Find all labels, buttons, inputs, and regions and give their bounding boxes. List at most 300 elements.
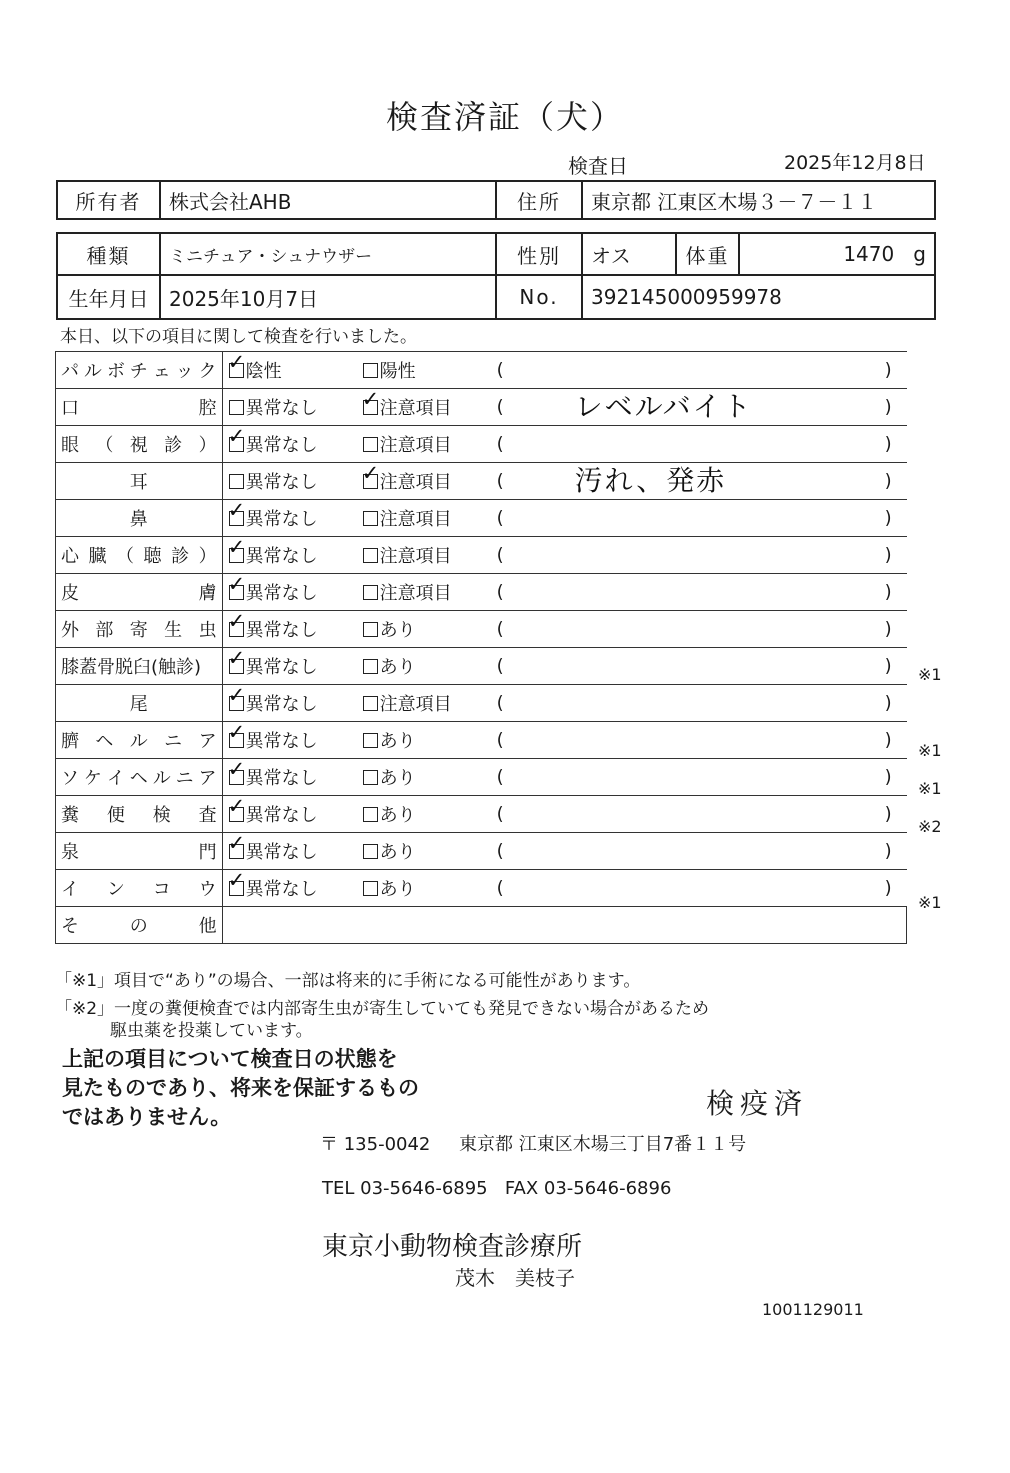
comment-paren-open: (	[496, 359, 504, 381]
option-abnormal[interactable]	[361, 462, 452, 494]
option-normal[interactable]	[227, 758, 318, 790]
exam-item-label-char: 診	[171, 546, 190, 567]
doctor-name: 茂木 美枝子	[455, 1266, 575, 1290]
exam-item-label-char: チ	[129, 361, 148, 382]
comment-paren-close: )	[884, 544, 892, 566]
disclaimer	[62, 1045, 419, 1132]
exam-item-label-char: 外	[61, 620, 79, 641]
exam-row	[56, 870, 907, 907]
exam-item-label	[56, 796, 223, 833]
checkbox[interactable]	[229, 400, 244, 415]
exam-item-label-char: ア	[198, 731, 217, 752]
checkbox[interactable]	[361, 388, 380, 415]
exam-item-label-char: 他	[198, 916, 217, 937]
exam-item-label-char: 皮	[61, 583, 79, 604]
exam-item-label-text	[61, 357, 217, 383]
checkmark-icon: ✓	[227, 795, 246, 818]
exam-item-label-char: 腔	[198, 398, 217, 419]
option-normal[interactable]	[227, 610, 318, 642]
option-abnormal[interactable]	[363, 764, 416, 790]
row-note: ※1	[918, 665, 942, 685]
exam-item-label-char: ル	[83, 361, 102, 382]
exam-row	[56, 426, 907, 463]
exam-item-label-char: 視	[129, 435, 148, 456]
option-abnormal[interactable]	[363, 690, 452, 716]
option-label: 異常なし	[245, 694, 318, 715]
exam-item-label-text	[61, 653, 217, 679]
address-label: 住所	[496, 181, 582, 219]
option-normal[interactable]	[227, 832, 318, 864]
option-normal[interactable]	[227, 869, 318, 901]
checkbox[interactable]	[227, 832, 246, 859]
checkbox[interactable]	[227, 684, 246, 711]
option-label: 注意項目	[379, 472, 452, 493]
exam-row-other	[56, 907, 907, 944]
exam-item-label-char: （	[95, 435, 114, 456]
comment-paren-open: (	[496, 803, 504, 825]
comment-paren-open: (	[496, 729, 504, 751]
checkbox[interactable]	[363, 696, 378, 711]
exam-item-label	[56, 648, 223, 685]
exam-item-label	[56, 500, 223, 537]
exam-item-label-char: 膚	[198, 583, 217, 604]
exam-item-label-char: ル	[152, 768, 171, 789]
address-value: 東京都 江東区木場３－７－１１	[582, 181, 935, 219]
exam-item-label-char: 門	[198, 842, 217, 863]
checkmark-icon: ✓	[227, 499, 246, 522]
checkbox[interactable]	[363, 807, 378, 822]
exam-item-label-text	[61, 727, 217, 753]
exam-item-label-text	[61, 431, 217, 457]
checkbox[interactable]	[227, 351, 246, 378]
checkbox[interactable]	[363, 622, 378, 637]
option-abnormal[interactable]	[363, 431, 452, 457]
document-title: 検査済証（犬）	[385, 98, 624, 136]
exam-item-label-char: 糞	[61, 805, 79, 826]
exam-item-label-char: ボ	[106, 361, 125, 382]
checkmark-icon: ✓	[227, 647, 246, 670]
exam-row	[56, 537, 907, 574]
disclaimer-line1: 上記の項目について検査日の状態を	[62, 1047, 398, 1071]
checkbox[interactable]	[229, 474, 244, 489]
exam-row	[56, 759, 907, 796]
comment-paren-open: (	[496, 692, 504, 714]
option-normal[interactable]	[227, 721, 318, 753]
exam-item-label-char: 臍	[61, 731, 79, 752]
comment-paren-close: )	[884, 877, 892, 899]
checkmark-icon: ✓	[227, 573, 246, 596]
footnote-1: 「※1」項目で“あり”の場合、一部は将来的に手術になる可能性があります。	[55, 971, 641, 991]
exam-item-label-char: ェ	[152, 361, 171, 382]
checkbox[interactable]	[227, 795, 246, 822]
comment-paren-close: )	[884, 618, 892, 640]
handwritten-comment: レベルバイト	[574, 390, 753, 423]
option-label: 注意項目	[379, 509, 452, 530]
exam-item-label-char: そ	[61, 916, 79, 937]
owner-value: 株式会社AHB	[160, 181, 496, 219]
comment-paren-close: )	[884, 766, 892, 788]
option-abnormal[interactable]	[363, 542, 452, 568]
checkbox[interactable]	[363, 548, 378, 563]
checkmark-icon: ✓	[227, 721, 246, 744]
exam-item-label-char: 寄	[129, 620, 148, 641]
option-label: 異常なし	[245, 731, 318, 752]
exam-row	[56, 796, 907, 833]
exam-item-label-char: 生	[164, 620, 183, 641]
exam-item-label-text	[61, 394, 217, 420]
option-normal[interactable]	[229, 468, 318, 494]
option-normal[interactable]	[227, 425, 318, 457]
exam-row	[56, 722, 907, 759]
exam-item-label-text	[61, 838, 217, 864]
exam-item-label-chars: 膝蓋骨脱臼(触診)	[61, 657, 202, 678]
checkbox[interactable]	[363, 844, 378, 859]
exam-item-label-char: イ	[61, 879, 79, 900]
exam-item-label-char: パ	[61, 361, 79, 382]
option-label: 異常なし	[245, 435, 318, 456]
exam-item-label-char: ヘ	[129, 768, 148, 789]
exam-item-label-char: ル	[129, 731, 148, 752]
exam-options	[222, 426, 906, 463]
exam-options	[222, 463, 906, 500]
row-note: ※1	[918, 778, 942, 798]
exam-options	[222, 389, 906, 426]
exam-item-label-char: 眼	[61, 435, 79, 456]
exam-item-label-char: 臓	[88, 546, 107, 567]
exam-row	[56, 352, 907, 389]
row-note: ※1	[918, 741, 942, 760]
handwritten-comment: 汚れ、発赤	[574, 464, 727, 497]
exam-item-label-char: 診	[164, 435, 183, 456]
exam-options	[222, 574, 906, 611]
no-label: No.	[496, 275, 582, 319]
exam-item-label-char: コ	[152, 879, 171, 900]
option-normal[interactable]	[227, 536, 318, 568]
exam-item-label-char: イ	[106, 768, 125, 789]
clinic-fax: FAX 03-5646-6896	[504, 1178, 672, 1199]
checkbox[interactable]	[227, 721, 246, 748]
exam-row	[56, 648, 907, 685]
option-abnormal[interactable]	[363, 579, 452, 605]
exam-table	[55, 351, 907, 944]
exam-options	[222, 870, 906, 907]
postal-code: 〒 135-0042	[320, 1134, 431, 1155]
exam-options	[222, 759, 906, 796]
exam-item-label-char: ウ	[198, 879, 217, 900]
comment-paren-close: )	[884, 655, 892, 677]
exam-item-label-char: 口	[61, 398, 79, 419]
checkbox[interactable]	[363, 659, 378, 674]
exam-item-label-char: ケ	[83, 768, 102, 789]
comment-paren-close: )	[884, 507, 892, 529]
comment-paren-open: (	[496, 507, 504, 529]
option-label: 注意項目	[379, 398, 452, 419]
exam-item-label-text	[61, 579, 217, 605]
weight-label: 体重	[676, 233, 739, 275]
comment-paren-open: (	[496, 766, 504, 788]
option-label: 陽性	[379, 361, 416, 382]
option-label: あり	[379, 768, 416, 789]
option-label: 異常なし	[245, 805, 318, 826]
exam-item-label	[56, 352, 223, 389]
owner-label: 所有者	[57, 181, 160, 219]
comment-paren-close: )	[884, 359, 892, 381]
option-normal[interactable]	[227, 647, 318, 679]
checkbox[interactable]	[227, 869, 246, 896]
exam-item-label	[56, 907, 223, 944]
option-label: あり	[379, 731, 416, 752]
option-label: あり	[379, 842, 416, 863]
option-abnormal[interactable]	[363, 653, 416, 679]
exam-item-label	[56, 389, 223, 426]
option-normal[interactable]	[227, 499, 318, 531]
option-label: あり	[379, 805, 416, 826]
exam-item-label-text	[61, 801, 217, 827]
exam-options	[222, 648, 906, 685]
row-note: ※2	[918, 816, 942, 836]
sex-value: オス	[582, 233, 676, 275]
option-label: 異常なし	[245, 620, 318, 641]
checkbox[interactable]	[227, 425, 246, 452]
exam-options	[222, 352, 906, 389]
exam-item-label	[56, 722, 223, 759]
comment-paren-close: )	[884, 692, 892, 714]
checkbox[interactable]	[227, 758, 246, 785]
option-label: 異常なし	[245, 546, 318, 567]
exam-date-label: 検査日	[568, 154, 628, 178]
type-label: 種類	[57, 233, 160, 275]
option-abnormal[interactable]	[361, 388, 452, 420]
comment-paren-close: )	[884, 729, 892, 751]
option-normal[interactable]	[229, 394, 318, 420]
sex-label: 性別	[496, 233, 582, 275]
exam-item-label-char: ヘ	[95, 731, 114, 752]
comment-paren-close: )	[884, 433, 892, 455]
checkbox[interactable]	[363, 437, 378, 452]
weight-value: 1470	[843, 242, 895, 266]
disclaimer-line2: 見たものであり、将来を保証するもの	[62, 1076, 419, 1100]
exam-item-label-char: 査	[198, 805, 217, 826]
exam-row	[56, 833, 907, 870]
option-normal[interactable]	[227, 684, 318, 716]
exam-item-label-char: 部	[95, 620, 114, 641]
birth-value: 2025年10月7日	[160, 275, 496, 319]
exam-options	[222, 537, 906, 574]
clinic-contact-line	[322, 1178, 671, 1199]
exam-options	[222, 611, 906, 648]
checkmark-icon: ✓	[227, 425, 246, 448]
clinic-address-line	[320, 1130, 746, 1156]
comment-paren-open: (	[496, 544, 504, 566]
exam-item-label	[56, 537, 223, 574]
exam-item-label-chars: 尾	[129, 694, 148, 715]
exam-item-label	[56, 426, 223, 463]
quarantine-stamp: 検疫済	[706, 1087, 809, 1120]
clinic-name: 東京小動物検査診療所	[322, 1232, 583, 1262]
exam-item-label-char: （	[116, 546, 135, 567]
comment-paren-close: )	[884, 396, 892, 418]
exam-item-label-char: 泉	[61, 842, 79, 863]
option-label: 異常なし	[245, 583, 318, 604]
footnote-2-line1: 「※2」一度の糞便検査では内部寄生虫が寄生していても発見できない場合があるため	[55, 999, 710, 1019]
option-label: 異常なし	[245, 398, 318, 419]
checkbox[interactable]	[363, 363, 378, 378]
exam-item-label-char: 便	[106, 805, 125, 826]
checkbox[interactable]	[227, 536, 246, 563]
checkbox[interactable]	[363, 881, 378, 896]
exam-item-label-char: ク	[198, 361, 217, 382]
other-notes-field[interactable]	[222, 907, 906, 944]
exam-item-label-char: ン	[106, 879, 125, 900]
comment-paren-close: )	[884, 581, 892, 603]
exam-options	[222, 833, 906, 870]
option-normal[interactable]	[227, 351, 282, 383]
option-abnormal[interactable]	[363, 727, 416, 753]
exam-item-label-char: の	[129, 916, 148, 937]
exam-item-label-char: ッ	[175, 361, 194, 382]
comment-paren-close: )	[884, 803, 892, 825]
option-label: 異常なし	[245, 472, 318, 493]
exam-item-label	[56, 870, 223, 907]
comment-paren-open: (	[496, 433, 504, 455]
comment-paren-open: (	[496, 618, 504, 640]
comment-paren-open: (	[496, 581, 504, 603]
checkbox[interactable]	[227, 647, 246, 674]
exam-item-label-text	[61, 616, 217, 642]
checkbox[interactable]	[363, 770, 378, 785]
exam-item-label	[56, 463, 223, 500]
checkmark-icon: ✓	[361, 462, 380, 485]
exam-item-label-text	[61, 690, 217, 716]
birth-label: 生年月日	[57, 275, 160, 319]
exam-item-label	[56, 685, 223, 722]
comment-paren-open: (	[496, 877, 504, 899]
exam-item-label-text	[61, 764, 217, 790]
exam-item-label-char: ニ	[164, 731, 183, 752]
intro-text: 本日、以下の項目に関して検査を行いました。	[60, 327, 417, 347]
no-value: 392145000959978	[582, 275, 935, 319]
exam-row	[56, 574, 907, 611]
exam-item-label-char: ニ	[175, 768, 194, 789]
comment-paren-open: (	[496, 840, 504, 862]
exam-item-label-chars: 耳	[129, 472, 148, 493]
checkbox[interactable]	[363, 511, 378, 526]
exam-item-label	[56, 833, 223, 870]
animal-table	[56, 232, 936, 320]
exam-item-label-char: 心	[61, 546, 79, 567]
option-label: 注意項目	[379, 694, 452, 715]
exam-item-label-chars: 鼻	[129, 509, 148, 530]
clinic-tel: TEL 03-5646-6895	[322, 1178, 488, 1199]
exam-options	[222, 685, 906, 722]
option-normal[interactable]	[227, 795, 318, 827]
checkmark-icon: ✓	[227, 869, 246, 892]
exam-item-label-char: 虫	[198, 620, 217, 641]
checkmark-icon: ✓	[227, 610, 246, 633]
exam-item-label-text	[61, 505, 217, 531]
option-abnormal[interactable]	[363, 505, 452, 531]
exam-item-label-char: 検	[152, 805, 171, 826]
option-label: あり	[379, 620, 416, 641]
checkbox[interactable]	[363, 733, 378, 748]
option-abnormal[interactable]	[363, 838, 416, 864]
exam-item-label	[56, 574, 223, 611]
exam-row	[56, 685, 907, 722]
option-label: 異常なし	[245, 509, 318, 530]
comment-paren-open: (	[496, 655, 504, 677]
checkbox[interactable]	[363, 585, 378, 600]
exam-item-label-char: ソ	[61, 768, 79, 789]
row-note: ※1	[918, 892, 942, 912]
option-abnormal[interactable]	[363, 801, 416, 827]
option-label: 注意項目	[379, 546, 452, 567]
exam-options	[222, 722, 906, 759]
checkbox[interactable]	[227, 573, 246, 600]
option-label: あり	[379, 879, 416, 900]
exam-item-label	[56, 759, 223, 796]
exam-options	[222, 796, 906, 833]
checkmark-icon: ✓	[361, 388, 380, 411]
comment-paren-close: )	[884, 470, 892, 492]
document-number: 1001129011	[762, 1300, 864, 1319]
type-value: ミニチュア・シュナウザー	[160, 233, 496, 275]
checkbox[interactable]	[227, 610, 246, 637]
option-label: 注意項目	[379, 583, 452, 604]
option-normal[interactable]	[227, 573, 318, 605]
exam-row	[56, 611, 907, 648]
checkmark-icon: ✓	[227, 351, 246, 374]
option-label: 異常なし	[245, 657, 318, 678]
exam-item-label-text	[61, 468, 217, 494]
owner-table	[56, 180, 936, 220]
option-label: あり	[379, 657, 416, 678]
option-abnormal[interactable]	[363, 616, 416, 642]
option-abnormal[interactable]	[363, 357, 416, 383]
comment-paren-open: (	[496, 396, 504, 418]
exam-item-label-text	[61, 875, 217, 901]
disclaimer-line3: ではありません。	[62, 1105, 232, 1129]
exam-options	[222, 500, 906, 537]
option-label: 異常なし	[245, 842, 318, 863]
option-abnormal[interactable]	[363, 875, 416, 901]
checkmark-icon: ✓	[227, 684, 246, 707]
checkmark-icon: ✓	[227, 536, 246, 559]
comment-paren-close: )	[884, 840, 892, 862]
exam-item-label-char: ）	[198, 435, 217, 456]
checkmark-icon: ✓	[227, 832, 246, 855]
option-label: 陰性	[245, 361, 282, 382]
checkbox[interactable]	[361, 462, 380, 489]
weight-unit: g	[913, 242, 926, 266]
exam-item-label-char: ア	[198, 768, 217, 789]
exam-item-label-text	[61, 542, 217, 568]
option-label: 注意項目	[379, 435, 452, 456]
comment-paren-open: (	[496, 470, 504, 492]
footnote-2-line2: 駆虫薬を投薬しています。	[110, 1021, 313, 1041]
exam-item-label-char: ）	[198, 546, 217, 567]
exam-item-label-text	[61, 912, 217, 938]
exam-row	[56, 463, 907, 500]
weight-cell	[739, 233, 935, 275]
exam-row	[56, 500, 907, 537]
clinic-address: 東京都 江東区木場三丁目7番１１号	[459, 1134, 747, 1155]
exam-row	[56, 389, 907, 426]
exam-date-value: 2025年12月8日	[784, 152, 926, 174]
checkmark-icon: ✓	[227, 758, 246, 781]
exam-item-label-char: 聴	[143, 546, 162, 567]
exam-item-label	[56, 611, 223, 648]
checkbox[interactable]	[227, 499, 246, 526]
